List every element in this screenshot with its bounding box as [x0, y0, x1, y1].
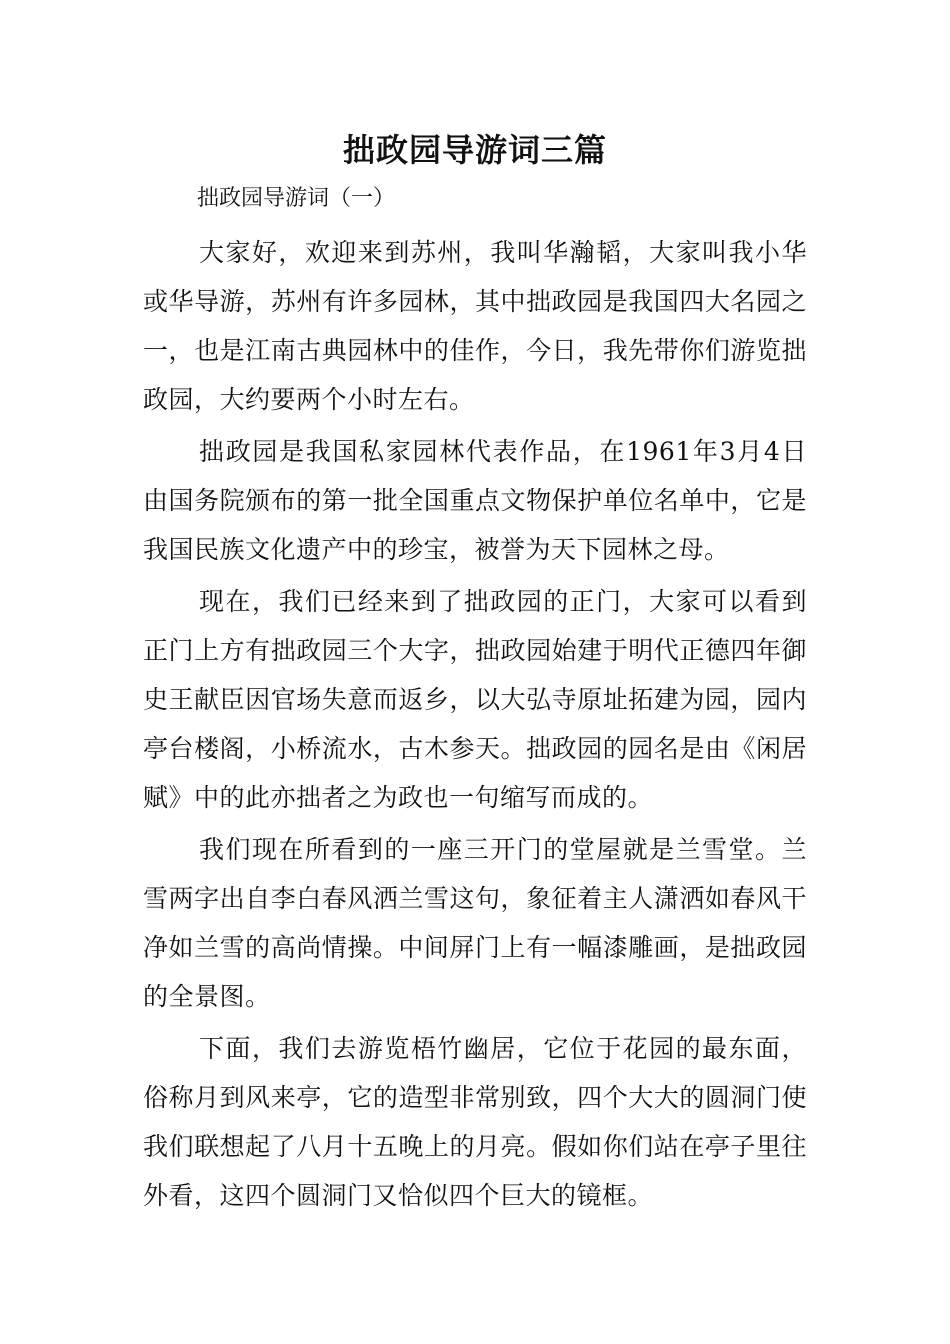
paragraph-2: 拙政园是我国私家园林代表作品，在1961年3月4日由国务院颁布的第一批全国重点文物保护单位名单中，它是我国民族文化遗产中的珍宝，被誉为天下园林之母。	[143, 437, 807, 564]
document-title: 拙政园导游词三篇	[342, 131, 607, 169]
document-body	[143, 228, 807, 1223]
paragraph-5: 下面，我们去游览梧竹幽居，它位于花园的最东面，俗称月到风来亭，它的造型非常别致，四个大大的圆洞门使我们联想起了八月十五晚上的月亮。假如你们站在亭子里往外看，这四个圆洞门又恰似四个巨大的镜框。	[143, 1034, 807, 1210]
section-heading: 拙政园导游词（一）	[197, 186, 396, 211]
paragraph-1: 大家好，欢迎来到苏州，我叫华瀚韬，大家叫我小华或华导游，苏州有许多园林，其中拙政园是我国四大名园之一，也是江南古典园林中的佳作，今日，我先带你们游览拙政园，大约要两个小时左右。	[143, 238, 807, 414]
paragraph-4: 我们现在所看到的一座三开门的堂屋就是兰雪堂。兰雪两字出自李白春风洒兰雪这句，象征着主人潇洒如春风干净如兰雪的高尚情操。中间屏门上有一幅漆雕画，是拙政园的全景图。	[143, 835, 807, 1011]
paragraph-3: 现在，我们已经来到了拙政园的正门，大家可以看到正门上方有拙政园三个大字，拙政园始建于明代正德四年御史王献臣因官场失意而返乡，以大弘寺原址拓建为园，园内亭台楼阁，小桥流水，古木参天。拙政园的园名是由《闲居赋》中的此亦拙者之为政也一句缩写而成的。	[143, 587, 807, 812]
